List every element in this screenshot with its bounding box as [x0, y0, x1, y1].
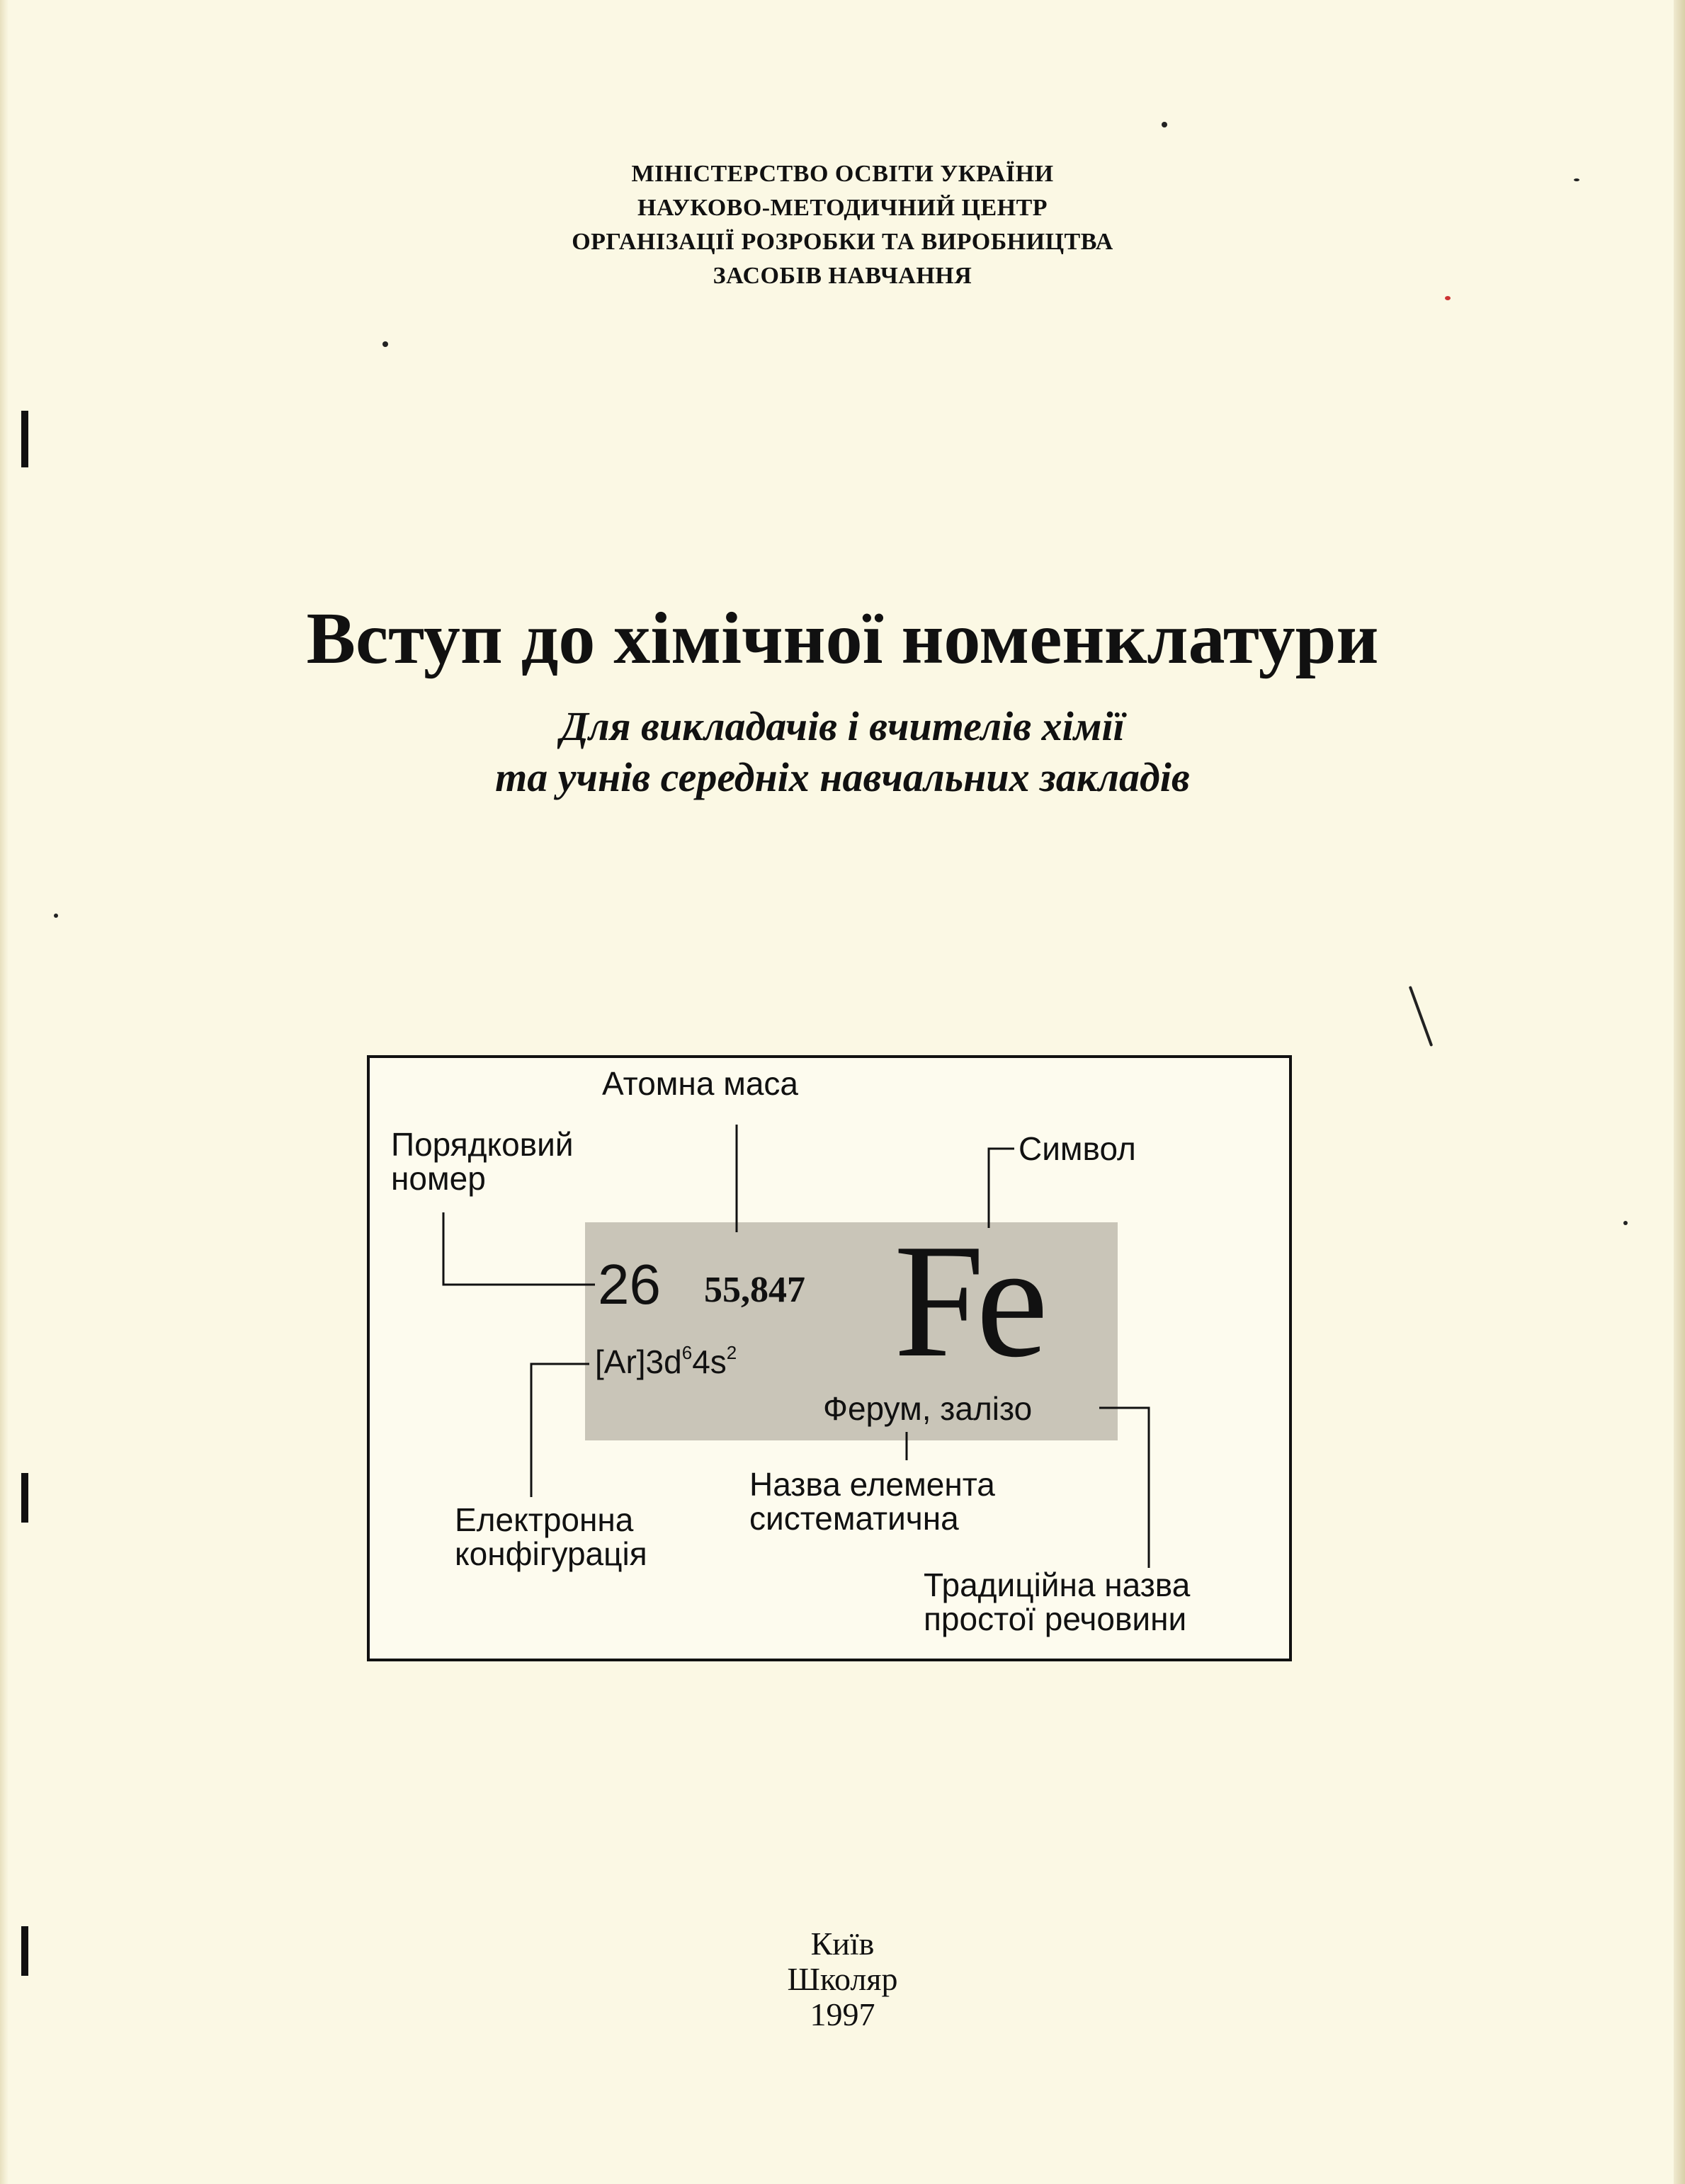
imprint-publisher: Школяр — [787, 1961, 898, 1997]
scan-speck — [1162, 122, 1167, 127]
label-line: Традиційна назва — [924, 1566, 1191, 1603]
element-cell-diagram — [367, 1055, 1292, 1661]
scan-speck — [1445, 296, 1451, 300]
label-line: Електронна — [455, 1501, 634, 1538]
page-edge-right — [1674, 0, 1685, 2184]
label-atomic-mass: Атомна маса — [602, 1065, 798, 1102]
label-ordinal-number — [391, 1127, 574, 1195]
element-name: Ферум, залізо — [823, 1390, 1033, 1427]
atomic-number: 26 — [598, 1253, 661, 1316]
imprint — [0, 1926, 1685, 2032]
label-symbol: Символ — [1019, 1130, 1136, 1167]
leader-line-ordinal — [443, 1212, 595, 1285]
label-line: Назва елемента — [749, 1466, 995, 1503]
config-part: 4s — [692, 1343, 727, 1380]
scan-speck — [1574, 178, 1579, 181]
label-line: простої речовини — [924, 1600, 1187, 1637]
leader-line-config — [531, 1364, 589, 1497]
electron-configuration — [595, 1344, 737, 1380]
label-line: конфігурація — [455, 1535, 647, 1572]
label-traditional-name — [924, 1568, 1190, 1636]
book-title: Вступ до хімічної номенклатури — [306, 598, 1379, 679]
scan-speck — [54, 914, 58, 918]
config-superscript: 2 — [726, 1342, 737, 1363]
header-line: ОРГАНІЗАЦІЇ РОЗРОБКИ ТА ВИРОБНИЦТВА — [572, 229, 1113, 255]
label-electron-config — [455, 1503, 647, 1571]
element-symbol: Fe — [894, 1210, 1040, 1391]
label-systematic-name — [749, 1467, 995, 1535]
header-line: НАУКОВО-МЕТОДИЧНИЙ ЦЕНТР — [637, 195, 1048, 221]
config-superscript: 6 — [681, 1342, 693, 1363]
subtitle-line: та учнів середніх навчальних закладів — [495, 754, 1190, 800]
leader-line-traditional — [1099, 1408, 1149, 1568]
page-edge-left — [0, 0, 8, 2184]
book-subtitle — [0, 701, 1685, 803]
atomic-mass-value: 55,847 — [704, 1270, 805, 1310]
label-line: Порядковий — [391, 1126, 574, 1163]
imprint-year: 1997 — [810, 1996, 875, 2032]
ministry-header — [0, 157, 1685, 293]
subtitle-line: Для викладачів і вчителів хімії — [560, 703, 1125, 749]
config-part: [Ar]3d — [595, 1343, 682, 1380]
header-line: МІНІСТЕРСТВО ОСВІТИ УКРАЇНИ — [631, 161, 1054, 187]
scan-mark — [21, 1473, 28, 1523]
scan-mark — [21, 411, 28, 467]
imprint-city: Київ — [810, 1926, 875, 1962]
header-line: ЗАСОБІВ НАВЧАННЯ — [713, 263, 972, 289]
scan-speck — [382, 341, 388, 347]
scan-mark — [1409, 986, 1434, 1047]
scan-speck — [1623, 1221, 1628, 1225]
label-line: номер — [391, 1160, 486, 1197]
label-line: систематична — [749, 1500, 959, 1537]
